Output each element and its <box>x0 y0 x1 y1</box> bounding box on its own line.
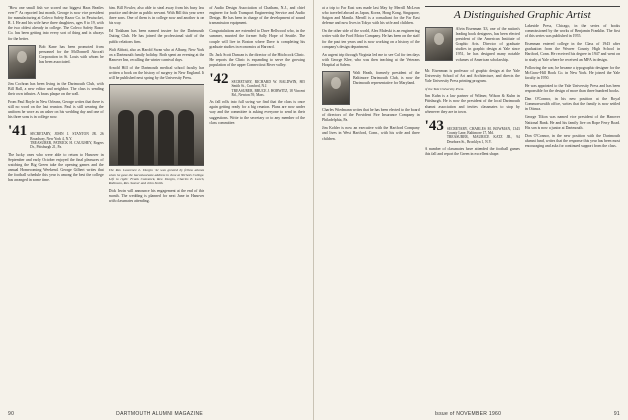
class-year: '41 <box>8 123 28 140</box>
paragraph: Dr. Jack Scott Duncan is the director of the Hitchcock Clinic. He reports the Clinic is expanding to serve the growing population of the upper Connecticut River valley. <box>209 52 306 67</box>
paragraph: Eisenman entered college in the Class of 1943 after graduation from the Weaver County High School in Hartford, Conn. He received his degree in 1947 and went on to study at Yale where he received an MFA in design. <box>524 42 620 62</box>
right-column-3 <box>525 24 620 160</box>
class-year: '43 <box>424 117 444 134</box>
secretary-line: SECRETARY, RICHARD W. BALDWIN, 805 Smith St., Cranford, N.J. <box>231 80 306 89</box>
headline-rule <box>425 6 620 7</box>
paragraph: George Tilton was named vice president of the Hanover National Bank. He and his family live on Rope Ferry Road. His son is now a junior at Dartmouth. <box>524 115 620 130</box>
right-page-columns <box>322 6 620 406</box>
secretary-line: SECRETARY, JOHN J. STANTON JR. 26 Broadway, New York 4, N.Y. <box>30 132 104 141</box>
paragraph: of Audio Design Association of Chatham, N.J., and chief engineer for both Transport Engineering Service and Audio Design. He has been in charge of the development of sound transmission equipment. <box>209 6 306 26</box>
paragraph: Jim Kohler is now an executive with the Hartford Company and lives in West Hartford, Conn., with his wife and three children. <box>322 126 420 141</box>
left-column-2 <box>109 6 205 406</box>
page-footer <box>322 411 620 417</box>
paragraph: From Paul Boyle in New Orleans, George writes that there is still no word on the last reunion. Paul is still wearing the uniform he wore as an usher on his wedding day and one of his three sons is in college now. <box>8 99 104 120</box>
portrait-photo <box>322 71 350 105</box>
treasurer-line: TREASURER, MAURICE KATZ JR., 94 Dearborn St., Brooklyn 1, N.Y. <box>446 135 520 144</box>
photo-figure <box>138 110 154 165</box>
paragraph: Don O'Connor, in the new position with the Dartmouth alumni fund, writes that the response this year has been most encouraging and asks for continued support from the class. <box>524 133 620 148</box>
left-column-3 <box>209 6 305 406</box>
group-photo <box>109 84 205 166</box>
page-number: 90 <box>8 411 15 417</box>
paragraph: As fall rolls into full swing we find that the class is once again getting ready for a big reunion. Plans are now under way and the committee is asking everyone to send in their suggestions. Write to the secretary or to any member of the class committee. <box>209 100 306 125</box>
page-footer <box>8 411 305 417</box>
paragraph: Following the war, he became a typographic designer for the McGraw-Hill Book Co. in New York. He joined the Yale faculty in 1950. <box>524 65 620 80</box>
paragraph: On the other side of the world, Alex Maleski is an engineering writer with the Ford Motor Company. He has been on the staff for the past ten years and is now working on a history of the company's design department. <box>322 29 420 49</box>
right-column-2 <box>425 24 520 160</box>
portrait-block <box>425 27 520 66</box>
left-column-1 <box>8 6 104 406</box>
class-heading-41 <box>8 124 104 149</box>
portrait-block <box>322 71 420 105</box>
portrait-block <box>8 45 104 79</box>
left-page-columns <box>8 6 305 406</box>
right-page <box>314 0 628 420</box>
paragraph: Jim Cochran has been living in the Dartmouth Club, with Bill Ball, a new editor and neighbor. The class is sending their own tributes. A brass plaque on the wall. <box>8 81 104 96</box>
paragraph: Charles Wiedmann writes that he has been elected to the board of directors of the Provident Fire Insurance Company in Philadelphia, Pa. <box>322 108 420 123</box>
class-heading-43 <box>425 119 520 144</box>
right-column-2-3 <box>425 6 620 406</box>
secretary-line: SECRETARY, CHARLES M. BOWMAN, 1343 County Lane, Baltimore 17, Md. <box>446 126 520 136</box>
photo-figure <box>158 110 174 165</box>
paragraph: He was appointed to the Yale University Press and has been responsible for the design of more than three hundred books. <box>524 83 620 94</box>
paragraph: Walt Abbott, also as Harold Swan who at Albany, New York on a Dartmouth family holiday. Both spent an evening at the Hanover Inn, recalling the winter carnival days. <box>108 47 205 62</box>
treasurer-line: TREASURER, BRUCE J. HORWITZ, 18 Vincent Rd., Newton 59, Mass. <box>231 88 306 97</box>
paragraph: Congratulations are extended to Dave Bellwood who, in the summer, married the former Sally Hope of Seattle. The couple will live in Boston where Dave is completing his graduate studies in economics at Harvard. <box>209 29 306 49</box>
class-year: '42 <box>209 71 229 88</box>
issue-date: Issue of NOVEMBER 1960 <box>434 411 502 417</box>
paragraph: An urgent trip through Virginia led me to see Cal for ten days with George Klee, who was then teaching at the Veterans Hospital at Salem. <box>322 52 420 67</box>
paragraph: Jim Kuhn is a law partner of Wilmer, Wilson & Kuhn in Pittsburgh. He is now the president of the local Dartmouth alumni association and invites classmates to stop by whenever they are in town. <box>424 94 520 114</box>
article-headline: A Distinguished Graphic Artist <box>453 9 591 21</box>
page-number: 91 <box>613 411 620 417</box>
paragraph: The lucky ones who were able to return to Hanover in September and early October enjoyed the final pleasures of watching the Big Green take the opening games and the annual Homecoming Weekend. George Gilbert writes that the football schedule this year is among the best the college has arranged in some time. <box>8 152 104 182</box>
photo-figure <box>178 110 194 165</box>
paragraph: Ed Tinkham has been named trustee for the Dartmouth Outing Club. He has joined the professional staff of the public relations firm. <box>108 29 205 44</box>
class-heading-42 <box>209 72 305 97</box>
magazine-title: DARTMOUTH ALUMNI MAGAZINE <box>116 411 204 417</box>
portrait-photo <box>8 45 36 79</box>
paragraph: Alvin Eisenman '43, one of the nation's leading book designers, has been elected president of the American Institute of Graphic Arts. Director of graduate studies in graphic design at Yale since 1951, he has designed many notable volumes of American scholarship. <box>455 27 520 62</box>
photo-figure <box>118 110 134 165</box>
paragraph: "How one small fish we scored our biggest Haas Beatles ever?" As reported last month, George is now vice president for manufacturing at Coleco Safety Razor Co. in Pawtucket, R. I. He and his wife have three daughters, ages 8 to 19, with the two oldest already in college. The Coleco Safety Razor Co. has been getting into every sort of thing and is always for the better. <box>8 6 104 41</box>
photo-caption: of the Yale University Press. <box>424 86 465 91</box>
paragraph: Dan O'Connor, in his new position at the Royal Commonwealth office, writes that the family is now settled in Ottawa. <box>524 97 620 112</box>
paragraph: Dick Irwin will announce his engagement at the end of this month. The wedding is planned for next June in Hanover with classmates attending. <box>108 188 205 204</box>
treasurer-line: TREASURER, PATRICK H. CAUGHEY, Rogers Dr., Pittsburgh 21, Pa. <box>30 140 104 150</box>
paragraph: Mr. Eisenman is professor of graphic design at the Yale University School of Art and Architecture, and directs the Yale University Press printing program. <box>424 68 520 83</box>
paragraph: Arnold Hill of the Dartmouth medical school faculty has written a book on the history of surgery in New England. It will be published next spring by the University Press. <box>108 65 205 81</box>
paragraph: him. Bill Fowler, also able to steal away from his busy law practice and desire as public servant. With Bill this year were three sons. One of them is in college now and another is on his way. <box>108 6 205 26</box>
photo-caption: The Rev. Lawrence L. Durgin '41 was greeted by fellow alumni when he gave the baccalaureate address in June at Nichols College. Left to right: Frank Comstock, Rev. Durgin, Charles E. Leech, Robinson, Rev. Seaver and John Smith. <box>108 168 205 186</box>
portrait-photo <box>425 27 453 61</box>
paragraph: A number of classmates have attended the football games this fall and report the Green in excellent shape. <box>424 146 520 156</box>
right-column-1 <box>322 6 420 406</box>
paragraph: Bob Kane has been promoted from personnel for the McDonnell Aircraft Corporation in St. Louis with whom he has been associated. <box>39 44 104 64</box>
paragraph: Lakeside Press, Chicago, in the series of books commissioned by the works of Benjamin Franklin. The first of this series was published in 1955. <box>524 24 620 39</box>
paragraph: at a trip to Far East was made last May by Merrill McLean who traveled abroad as Japan, Korea, Hong Kong, Singapore, Saigon and Manila. Merrill is a consultant for the Far East defense and now lives in Tokyo with his wife and children. <box>322 6 420 26</box>
paragraph: Walt Heath, formerly president of the Baltimore Dartmouth Club, is now the Dartmouth representative for Maryland. <box>353 71 420 86</box>
